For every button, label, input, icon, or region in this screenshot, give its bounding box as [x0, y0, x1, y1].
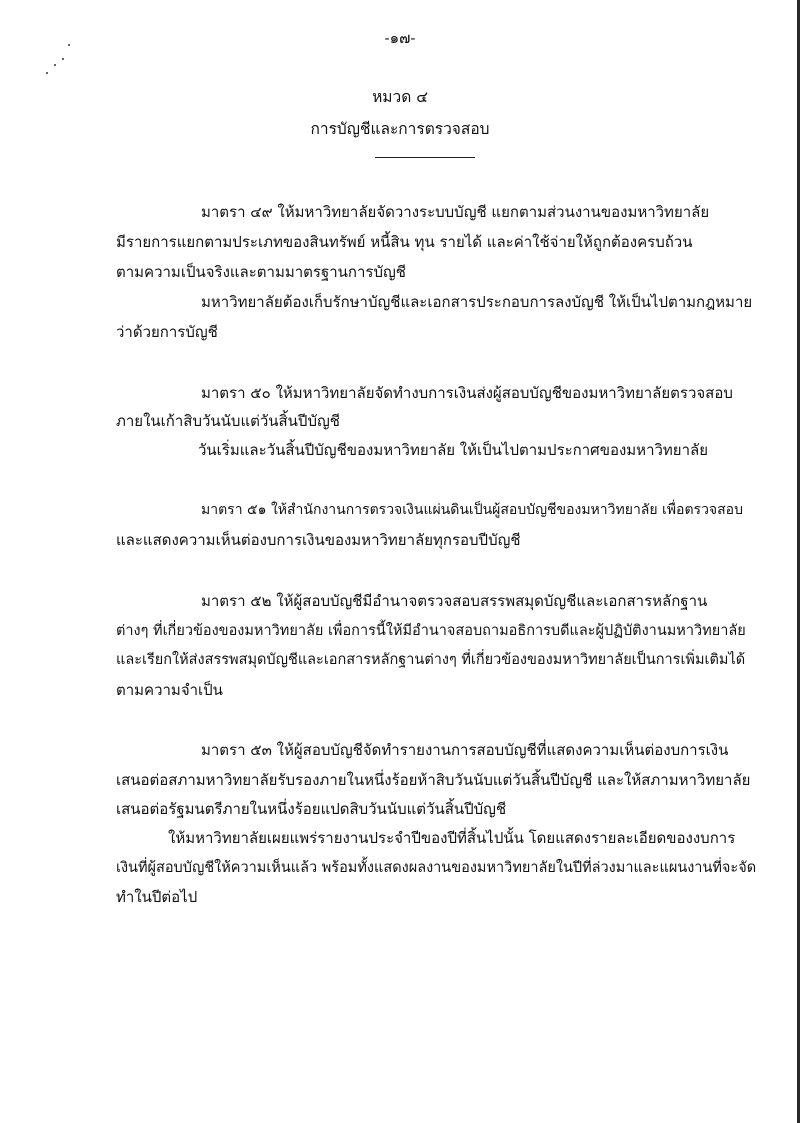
section-50-line-3: วันเริ่มและวันสิ้นปีบัญชีของมหาวิทยาลัย ให้เป็นไปตามประกาศของมหาวิทยาลัย: [198, 441, 708, 459]
chapter-title: การบัญชีและการตรวจสอบ: [310, 120, 490, 138]
section-53-line-2: เสนอต่อสภามหาวิทยาลัยรับรองภายในหนึ่งร้อยห้าสิบวันนับแต่วันสิ้นปีบัญชี และให้สภามหาวิทยาลัย: [116, 771, 751, 789]
section-51-line-2: และแสดงความเห็นต่องบการเงินของมหาวิทยาลัยทุกรอบปีบัญชี: [116, 531, 521, 549]
section-53-line-6: ทำในปีต่อไป: [116, 888, 198, 906]
page-number: -๑๗-: [384, 29, 416, 47]
section-49-line-5: ว่าด้วยการบัญชี: [116, 323, 218, 341]
section-53-line-4: ให้มหาวิทยาลัยเผยแพร่รายงานประจำปีของปีที่สิ้นไปนั้น โดยแสดงรายละเอียดของงบการ: [168, 829, 736, 847]
section-53-line-5: เงินที่ผู้สอบบัญชีให้ความเห็นแล้ว พร้อมทั้งแสดงผลงานของมหาวิทยาลัยในปีที่ล่วงมาและแผนงานที่จะจัด: [116, 860, 757, 876]
scan-speck: [62, 58, 64, 60]
section-52-line-3: และเรียกให้ส่งสรรพสมุดบัญชีและเอกสารหลักฐานต่างๆ ที่เกี่ยวข้องของมหาวิทยาลัยเป็นการเพิ่มเติมได้: [116, 652, 746, 668]
section-49-line-3: ตามความเป็นจริงและตามมาตรฐานการบัญชี: [116, 263, 406, 281]
section-52-line-4: ตามความจำเป็น: [116, 681, 223, 699]
title-underline: [375, 157, 475, 158]
scan-speck: [46, 72, 48, 74]
section-49-line-2: มีรายการแยกตามประเภทของสินทรัพย์ หนี้สิน ทุน รายได้ และค่าใช้จ่ายให้ถูกต้องครบถ้วน: [116, 233, 693, 251]
section-49-line-4: มหาวิทยาลัยต้องเก็บรักษาบัญชีและเอกสารประกอบการลงบัญชี ให้เป็นไปตามกฎหมาย: [201, 293, 753, 311]
section-53-line-3: เสนอต่อรัฐมนตรีภายในหนึ่งร้อยแปดสิบวันนับแต่วันสิ้นปีบัญชี: [116, 800, 507, 818]
scan-speck: [54, 64, 56, 66]
section-52-line-2: ต่างๆ ที่เกี่ยวข้องของมหาวิทยาลัย เพื่อการนี้ให้มีอำนาจสอบถามอธิการบดีและผู้ปฏิบัติงานมหาวิทยาลัย: [116, 623, 746, 639]
section-52-line-1: มาตรา ๕๒ ให้ผู้สอบบัญชีมีอำนาจตรวจสอบสรรพสมุดบัญชีและเอกสารหลักฐาน: [201, 592, 708, 610]
section-50-line-1: มาตรา ๕๐ ให้มหาวิทยาลัยจัดทำงบการเงินส่งผู้สอบบัญชีของมหาวิทยาลัยตรวจสอบ: [201, 384, 733, 402]
section-50-line-2: ภายในเก้าสิบวันนับแต่วันสิ้นปีบัญชี: [116, 412, 340, 430]
section-51-line-1: มาตรา ๕๑ ให้สำนักงานการตรวจเงินแผ่นดินเป็นผู้สอบบัญชีของมหาวิทยาลัย เพื่อตรวจสอบ: [201, 502, 743, 518]
chapter-number: หมวด ๔: [372, 88, 428, 106]
section-53-line-1: มาตรา ๕๓ ให้ผู้สอบบัญชีจัดทำรายงานการสอบบัญชีที่แสดงความเห็นต่องบการเงิน: [201, 741, 729, 759]
section-49-line-1: มาตรา ๔๙ ให้มหาวิทยาลัยจัดวางระบบบัญชี แยกตามส่วนงานของมหาวิทยาลัย: [201, 203, 710, 221]
